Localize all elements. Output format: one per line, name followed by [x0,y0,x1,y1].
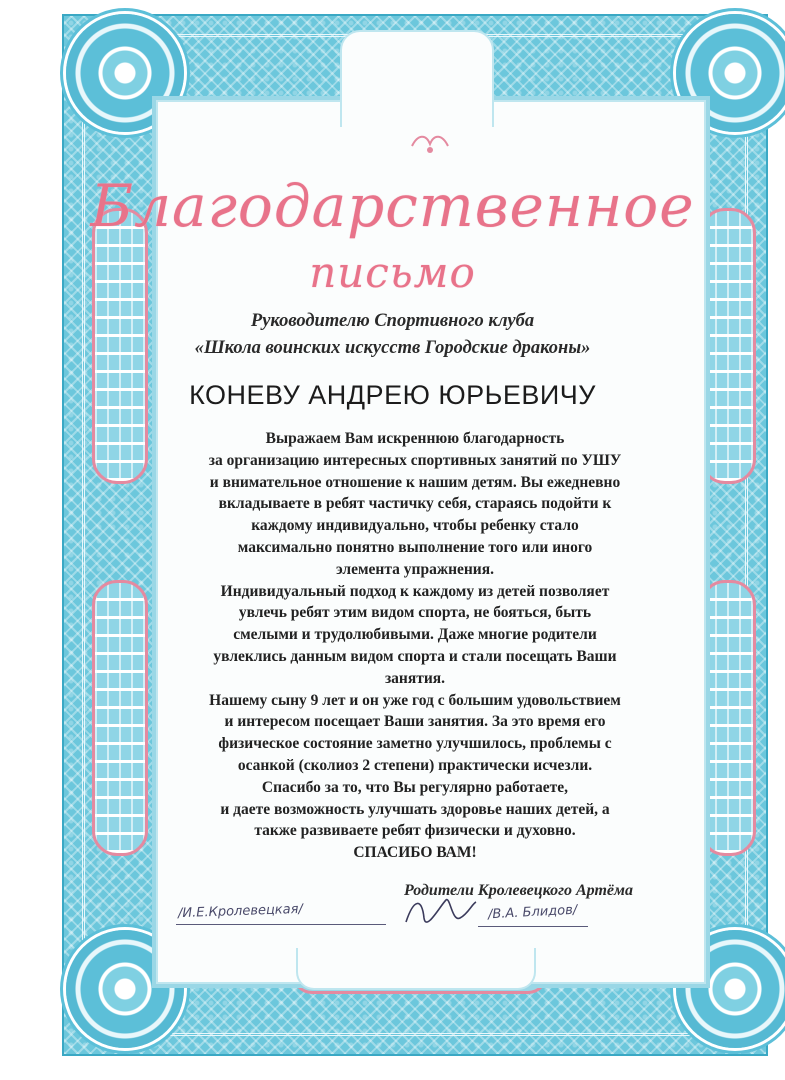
signature-2: /В.А. Блидов/ [487,902,578,923]
body-line: смелыми и трудолюбивыми. Даже многие родители [233,626,597,644]
letter-body [150,428,680,864]
body-line: элемента упражнения. [335,560,494,578]
body-line: Индивидуальный подход к каждому из детей позволяет [220,582,610,600]
signature-1: /И.Е.Кролевецкая/ [177,901,304,922]
body-line: осанкой (сколиоз 2 степени) практически исчезли. [237,756,593,774]
swirl-ornament-icon [410,132,450,156]
body-line: максимально понятно выполнение того или иного [237,538,593,556]
body-line: также развиваете ребят физически и духовно. [254,822,576,840]
body-line: за организацию интересных спортивных занятий по УШУ [208,451,622,469]
body-line: каждому индивидуально, чтобы ребенку стало [251,517,579,535]
addressee-line2: «Школа воинских искусств Городские драконы» [194,338,591,358]
body-line: вкладываете в ребят частичку себя, стараясь подойти к [218,495,612,513]
body-line: Спасибо за то, что Вы регулярно работаете, [261,778,569,796]
letter-title-line2: письмо [309,248,476,297]
body-line: Нашему сыну 9 лет и он уже год с большим удовольствием [209,691,621,709]
side-panel-right-lower [700,580,756,856]
paper-bottom-notch [296,948,536,990]
body-line: и даете возможность улучшать здоровье наших детей, а [220,800,610,818]
body-line: и внимательное отношение к нашим детям. Вы ежедневно [209,473,621,491]
paper-top-notch [340,30,494,127]
body-line: и интересом посещает Ваши занятия. За это время его [224,713,606,731]
body-line: увлечь ребят этим видом спорта, не бояться, быть [238,604,592,622]
signature-scribble-icon [400,892,480,936]
addressee-line1: Руководителю Спортивного клуба [250,311,535,331]
signers-line: Родители Кролевецкого Артёма [404,882,633,899]
signature-2-underline [478,926,588,927]
body-line: занятия. [384,669,446,687]
letter-title-line1: Благодарственное [90,172,695,240]
signature-1-underline [176,924,386,925]
body-line: увлеклись данным видом спорта и стали посещать Ваши [213,647,617,665]
recipient-name: КОНЕВУ АНДРЕЮ ЮРЬЕВИЧУ [189,380,596,410]
body-line: СПАСИБО ВАМ! [353,844,477,862]
body-line: Выражаем Вам искреннюю благодарность [265,430,565,447]
side-panel-left-lower [92,580,148,856]
body-line: физическое состояние заметно улучшилось, проблемы с [218,735,612,753]
